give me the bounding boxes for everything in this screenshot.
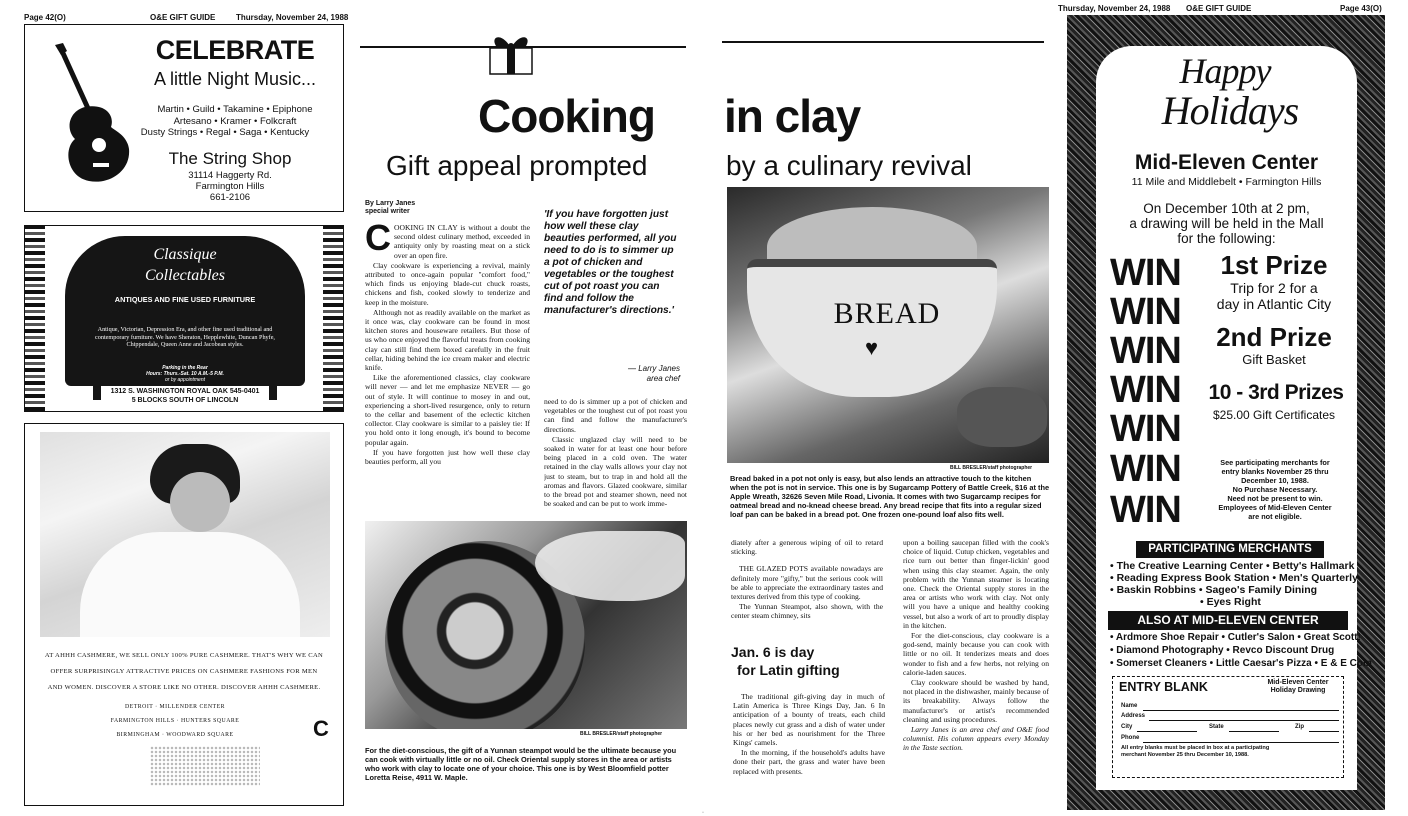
also-line-1: • Ardmore Shoe Repair • Cutler's Salon • Great Scott!	[1110, 632, 1361, 643]
rules-line-4: No Purchase Necessary.	[1232, 485, 1318, 494]
section-name-left: O&E GIFT GUIDE	[150, 13, 216, 22]
col4-para-2: For the diet-conscious, clay cookware is a god-send, mainly because you can cook with little or no oil. It tenderizes meats and does wonder to fish and a few herbs, not relying on calorie-laden sauces.	[903, 631, 1049, 677]
zip-field-label: Zip	[1295, 724, 1304, 730]
col4-para-4: Larry Janes is an area chef and O&E food columnist. His column appears every Monday in the Taste section.	[903, 725, 1049, 753]
also-at-center-header: ALSO AT MID-ELEVEN CENTER	[1108, 611, 1348, 630]
rules-line-2: entry blanks November 25 thru	[1221, 467, 1329, 476]
also-line-2: • Diamond Photography • Revco Discount Drug	[1110, 645, 1335, 656]
classique-address: 1312 S. WASHINGTON ROYAL OAK 545-0401	[110, 388, 260, 395]
name-field-label: Name	[1121, 703, 1138, 709]
entry-blank-subtitle-2: Holiday Drawing	[1270, 687, 1326, 694]
article-column-1	[365, 223, 530, 518]
pull-quote: 'If you have forgotten just how well these clay beauties performed, all you need to do is to simmer up a pot of chicken and vegetables or the toughest cut of pot roast you can find and follow the manufacturer's directions.'	[544, 209, 677, 316]
first-prize-desc-1: Trip for 2 for a	[1230, 280, 1318, 296]
rules-line-5: Need not be present to win.	[1227, 494, 1323, 503]
entry-note-2: merchant November 25 thru December 10, 1988.	[1121, 752, 1249, 758]
drop-cap: C	[365, 223, 391, 258]
mall-name: Mid-Eleven Center	[1134, 151, 1319, 174]
rules-line-6: Employees of Mid-Eleven Center	[1218, 503, 1332, 512]
classique-hours: Hours: Thurs.-Sat. 10 A.M.-5 P.M.	[146, 371, 224, 377]
win-word-7: WIN	[1110, 489, 1181, 531]
string-shop-name: The String Shop	[168, 149, 292, 168]
model-face	[170, 472, 230, 532]
name-field[interactable]	[1143, 710, 1339, 711]
classique-ad	[24, 225, 344, 412]
merchant-line-2: • Reading Express Book Station • Men's Quarterly	[1110, 572, 1358, 584]
quote-attribution-role: area chef	[646, 374, 680, 383]
string-shop-phone: 661-2106	[209, 192, 251, 203]
page-date-left: Thursday, November 24, 1988	[236, 13, 349, 22]
first-prize: 1st Prize	[1220, 250, 1328, 280]
first-prize-desc-2: day in Atlantic City	[1216, 296, 1332, 312]
col3-para-2: THE GLAZED POTS available nowadays are definitely more "gifty," but the serious cook will be able to appreciate the extraordinary tastes and textures derived from this type of cooking.	[731, 564, 883, 602]
article-column-2	[544, 397, 687, 519]
state-field[interactable]	[1229, 731, 1279, 732]
win-word-6: WIN	[1110, 448, 1181, 490]
col3-para-3: The Yunnan Steampot, also shown, with the center steam chimney, sits	[731, 602, 883, 621]
second-prize: 2nd Prize	[1216, 322, 1332, 352]
floral-border-left	[25, 226, 45, 411]
para-2: Clay cookware is experiencing a revival, mainly attributed to once-again popular "comfort food," which finds us enjoying blade-cut chuck roasts, chickens and fish, cooked slowly to tenderize and keep in the moisture.	[365, 260, 530, 307]
string-shop-brands-1: Martin • Guild • Takamine • Epiphone	[157, 104, 313, 115]
mall-location: 11 Mile and Middlebelt • Farmington Hills	[1131, 176, 1322, 188]
sidebar-para-2: In the morning, if the household's adults have done their part, the grass and water have been replaced with presents.	[733, 748, 885, 776]
merchant-line-1: • The Creative Learning Center • Betty's Hallmark	[1110, 560, 1355, 572]
page-date-right: Thursday, November 24, 1988	[1058, 4, 1171, 13]
col2-para-1: need to do is simmer up a pot of chicken and vegetables or the toughest cut of pot roast you can find and follow the manufacturer's directions.	[544, 397, 687, 434]
classique-location: 5 BLOCKS SOUTH OF LINCOLN	[131, 397, 239, 404]
crust-piece	[957, 387, 1047, 447]
section-name-right: O&E GIFT GUIDE	[1186, 4, 1252, 13]
col3-para-1: diately after a generous wiping of oil to retard sticking.	[731, 538, 883, 557]
para-3: Although not as readily available on the market as it once was, clay cookware can be found in most kitchen stores and houseware retailers. But those of us who once enjoyed the flavorful treats from cooking clay can still find them boxed carefully in the fruit cellar, hiding behind the ice cream maker and electric knife.	[365, 307, 530, 373]
entry-blank-subtitle-1: Mid-Eleven Center	[1267, 679, 1329, 686]
quote-attribution-name: — Larry Janes	[627, 364, 680, 373]
city-field-label: City	[1121, 724, 1133, 730]
col4-para-3: Clay cookware should be washed by hand, not placed in the dishwasher, mainly because of its breakability. Always follow the manufacturer's or artist's recommended cleaning and using procedures.	[903, 678, 1049, 724]
win-word-1: WIN	[1110, 252, 1181, 294]
entry-blank-title: ENTRY BLANK	[1119, 680, 1208, 694]
classique-description: Antique, Victorian, Depression Era, and other fine used traditional and contemporary furniture. We have Sheraton, Hepplewhite, Duncan Phyfe, Chippendale, Queen Anne and Jacobean styles.	[95, 326, 275, 348]
photo-credit-bread: BILL BRESLER/staff photographer	[950, 465, 1033, 471]
cashmere-location-3: BIRMINGHAM · WOODWARD SQUARE	[116, 732, 234, 738]
col4-para-1: upon a boiling saucepan filled with the cook's choice of liquid. Cutup chicken, vegetables and rice turn out better than finger-lickin' good when using this clay steamer. Again, the only problem with the Yunnan steamer is locating one. Check the Oriental supply stores in the area or artists who work with clay. Not only will you have a unique and healthy cooking vessel, but also a work of art to proudly display in the kitchen.	[903, 538, 1049, 630]
merchant-line-4: • Eyes Right	[1200, 596, 1261, 608]
classique-appointment: or by appointment	[164, 377, 206, 383]
subhead-left: Gift appeal prompted	[386, 150, 648, 181]
sidebar-body	[733, 692, 885, 796]
entry-note-1: All entry blanks must be placed in box at a participating	[1121, 745, 1270, 751]
byline: By Larry Janes	[365, 200, 416, 207]
para-1: OOKING IN CLAY is without a doubt the second oldest culinary method, exceeded in antiquity only by roasting meat on a stick over an open fire.	[394, 223, 530, 260]
article-column-3	[731, 538, 883, 630]
cashmere-copy-1: AT AHHH CASHMERE, WE SELL ONLY 100% PURE CASHMERE. THAT'S WHY WE CAN	[44, 652, 324, 659]
classique-parking: Parking in the Rear	[162, 365, 208, 371]
classique-tagline: ANTIQUES AND FINE USED FURNITURE	[114, 295, 256, 304]
win-word-4: WIN	[1110, 369, 1181, 411]
third-prize-desc: $25.00 Gift Certificates	[1212, 408, 1336, 422]
floral-border-right	[323, 226, 343, 411]
rules-line-3: December 10, 1988.	[1241, 476, 1309, 485]
heart-icon: ♥	[865, 335, 879, 360]
para-4: Like the aforementioned classics, clay cookware will never — and let me emphasize NEVER — go out of style. It will continue to mosey in and out, experiencing a short-lived resurgence, only to return to the cellar and basement of the eclectic kitchen collector. Clay cookware is similar to a paisley tie: If you hold onto it long enough, it's bound to become popular again.	[365, 373, 530, 447]
drawing-intro-2: a drawing will be held in the Mall	[1129, 216, 1324, 231]
caption-steampot: For the diet-conscious, the gift of a Yunnan steampot would be the ultimate because you can cook with virtually little or no oil. Check Oriental supply stores in the area or artists who work with clay to locate one of your choice. This one is by West Bloomfield potter Loretta Reise, 4911 W. Maple.	[365, 746, 677, 782]
string-shop-brands-2: Artesano • Kramer • Folkcraft	[173, 116, 297, 127]
state-field-label: State	[1209, 724, 1224, 730]
classique-name-1: Classique	[153, 246, 217, 263]
cashmere-location-1: DETROIT · MILLENDER CENTER	[125, 704, 225, 710]
page-number-right: Page 43(O)	[1340, 4, 1382, 13]
byline-role: special writer	[365, 208, 410, 215]
gift-box-icon	[480, 26, 542, 76]
sidebar-para-1: The traditional gift-giving day in much of Latin America is Three Kings Day, Jan. 6 In anticipation of a bounty of treats, each child places newly cut grass and a dish of water under his or her bed as nourishment for the Three Kings' camels.	[733, 692, 885, 748]
second-prize-desc: Gift Basket	[1242, 352, 1306, 367]
article-column-4	[903, 538, 1049, 796]
drawing-rules	[1200, 458, 1350, 521]
string-shop-brands-3: Dusty Strings • Regal • Saga • Kentucky	[140, 127, 310, 138]
steampot-photo	[365, 521, 687, 729]
win-word-5: WIN	[1110, 408, 1181, 450]
address-field[interactable]	[1149, 720, 1339, 721]
gutter-mark: ·	[702, 810, 704, 816]
cashmere-photo	[40, 432, 330, 637]
sidebar-head-2: for Latin gifting	[737, 662, 840, 678]
cashmere-copy-3: AND WOMEN. DISCOVER A STORE LIKE NO OTHER. DISCOVER AHHH CASHMERE.	[47, 684, 321, 691]
cashmere-signature-stipple	[150, 746, 260, 786]
cashmere-copy-2: OFFER SURPRISINGLY ATTRACTIVE PRICES ON CASHMERE FASHIONS FOR MEN	[50, 668, 318, 675]
phone-field[interactable]	[1143, 742, 1339, 743]
third-prize: 10 - 3rd Prizes	[1208, 381, 1344, 404]
string-shop-city: Farmington Hills	[195, 181, 265, 192]
phone-field-label: Phone	[1121, 735, 1140, 741]
also-line-3: • Somerset Cleaners • Little Caesar's Pizza • E & E Coin	[1110, 658, 1372, 669]
rules-line-7: are not eligible.	[1248, 512, 1302, 521]
headline-right: in clay	[724, 90, 861, 142]
bread-pot-label: BREAD	[833, 297, 941, 330]
holidays-script: Holidays	[1161, 88, 1299, 133]
zip-field[interactable]	[1309, 731, 1339, 732]
page-number-left: Page 42(O)	[24, 13, 66, 22]
win-word-3: WIN	[1110, 330, 1181, 372]
para-5: If you have forgotten just how well these clay beauties perform, all you	[365, 447, 530, 467]
photo-credit-steampot: BILL BRESLER/staff photographer	[580, 731, 663, 737]
participating-merchants-header: PARTICIPATING MERCHANTS	[1136, 541, 1324, 558]
string-shop-address: 31114 Haggerty Rd.	[188, 170, 272, 181]
win-word-2: WIN	[1110, 291, 1181, 333]
model-sweater	[80, 532, 300, 637]
string-shop-subhead: A little Night Music...	[153, 69, 317, 89]
cashmere-location-2: FARMINGTON HILLS · HUNTERS SQUARE	[110, 718, 240, 724]
string-shop-ad	[24, 24, 344, 212]
header-rule-right	[722, 41, 1044, 43]
merchant-line-3: • Baskin Robbins • Sageo's Family Dining	[1110, 584, 1318, 596]
drawing-intro-3: for the following:	[1177, 231, 1276, 246]
cashmere-logo: C	[313, 716, 329, 741]
caption-bread: Bread baked in a pot not only is easy, but also lends an attractive touch to the kitchen when the pot is not in service. This one is by Sugarcamp Pottery of Battle Creek, $16 at the Apple Wreath, 32626 Seven Mile Road, Livonia. It comes with two Sugarcamp recipes for oatmeal bread and no-knead cheese bread. Any bread recipe that fits into a regular sized loaf pan can be baked in a bread pot. One frozen one-pound loaf also fits well.	[730, 474, 1050, 519]
cashmere-ad	[24, 423, 344, 806]
address-field-label: Address	[1121, 713, 1146, 719]
headline-left: Cooking	[478, 90, 655, 142]
col2-para-2: Classic unglazed clay will need to be soaked in water for at least one hour before being placed in a cold oven. The water retained in the clay walls allows your clay not just to steam, but to trap in and hold all the aromas and flavors. Glazed cookware, similar to the bread pot and steamer shown, need not be soaked and can be put to work imme-	[544, 434, 687, 509]
sidebar-head-1: Jan. 6 is day	[731, 644, 815, 660]
bread-pot-photo	[727, 187, 1049, 463]
city-field[interactable]	[1137, 731, 1197, 732]
rules-line-1: See participating merchants for	[1220, 458, 1330, 467]
happy-script: Happy	[1179, 51, 1271, 91]
classique-name-2: Collectables	[145, 267, 225, 284]
subhead-right: by a culinary revival	[726, 150, 972, 181]
drawing-intro-1: On December 10th at 2 pm,	[1143, 201, 1310, 216]
entry-blank	[1112, 676, 1344, 778]
string-shop-headline: CELEBRATE	[155, 35, 315, 65]
